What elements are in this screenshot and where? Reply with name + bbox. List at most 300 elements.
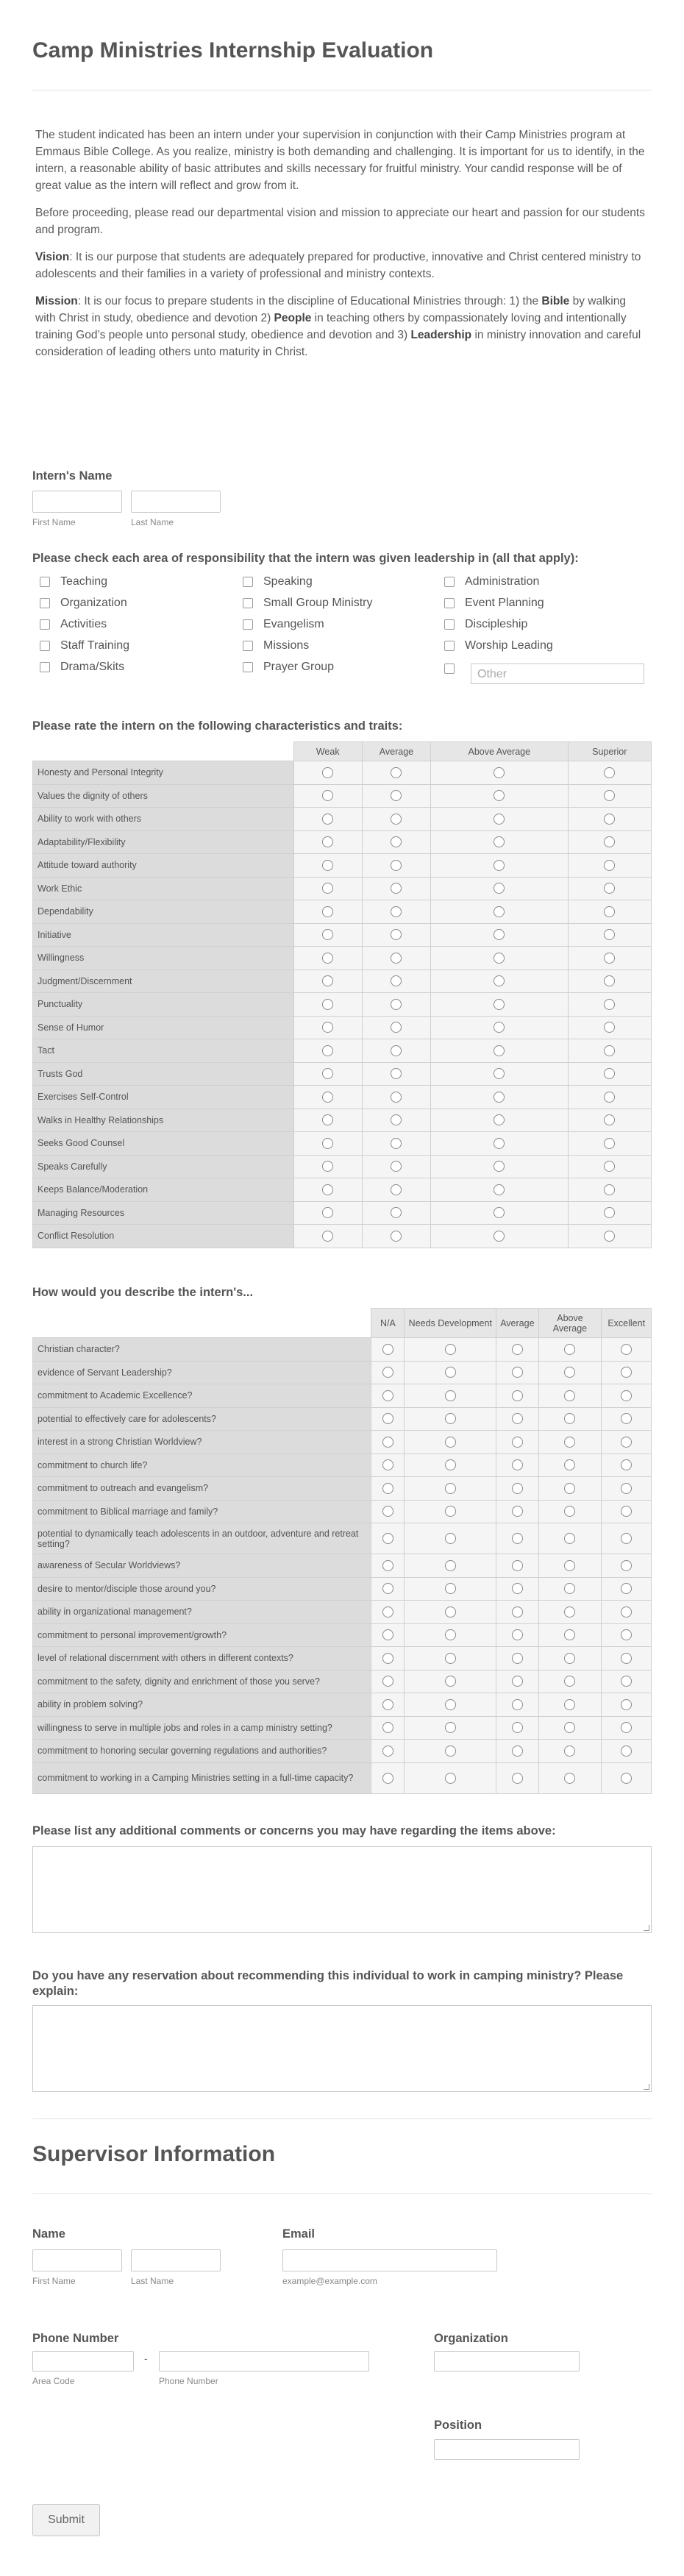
checkbox-prayer-group[interactable] <box>243 661 334 674</box>
supervisor-heading: Supervisor Information <box>32 2142 276 2166</box>
radio-button[interactable] <box>322 1114 333 1125</box>
radio-button[interactable] <box>512 1607 523 1618</box>
radio-button[interactable] <box>322 1138 333 1149</box>
radio-button[interactable] <box>322 1092 333 1103</box>
radio-button[interactable] <box>494 836 505 847</box>
row-label: commitment to church life? <box>33 1454 371 1477</box>
radio-button[interactable] <box>322 767 333 778</box>
radio-button[interactable] <box>445 1676 456 1687</box>
checkbox-organization[interactable] <box>40 597 127 610</box>
radio-button[interactable] <box>494 860 505 871</box>
radio-button[interactable] <box>564 1773 575 1784</box>
radio-button[interactable] <box>621 1437 632 1448</box>
checkbox-box[interactable] <box>444 619 455 630</box>
radio-button[interactable] <box>445 1390 456 1401</box>
matrix-row <box>33 1670 652 1693</box>
radio-button[interactable] <box>621 1722 632 1733</box>
matrix-row <box>33 969 652 993</box>
radio-button[interactable] <box>621 1676 632 1687</box>
radio-button[interactable] <box>322 975 333 986</box>
radio-button[interactable] <box>494 953 505 964</box>
radio-button[interactable] <box>621 1560 632 1571</box>
radio-cell <box>538 1338 602 1362</box>
radio-button[interactable] <box>564 1746 575 1757</box>
radio-button[interactable] <box>564 1653 575 1664</box>
radio-button[interactable] <box>382 1560 393 1571</box>
mission-paragraph: Mission: It is our focus to prepare students in the discipline of Educational Ministries through: 1) the Bible by walking with Christ in study, obedience and devotion 2) People in teaching others by compassionately loving and intentionally training God’s people unto personal study, obedience and devotion and 3) Leadership in ministry innovation and careful consideration of leading others unto maturity in Christ. <box>35 295 641 358</box>
radio-button[interactable] <box>322 1231 333 1242</box>
radio-button[interactable] <box>391 1231 402 1242</box>
radio-button[interactable] <box>391 814 402 825</box>
radio-button[interactable] <box>494 1114 505 1125</box>
radio-button[interactable] <box>445 1413 456 1424</box>
radio-button[interactable] <box>512 1367 523 1378</box>
radio-button[interactable] <box>494 1092 505 1103</box>
radio-button[interactable] <box>322 790 333 801</box>
checkbox-drama-skits[interactable] <box>40 661 124 674</box>
radio-cell <box>496 1523 538 1554</box>
radio-cell <box>568 1062 652 1086</box>
radio-button[interactable] <box>604 975 615 986</box>
radio-cell <box>431 923 568 947</box>
radio-button[interactable] <box>512 1773 523 1784</box>
row-label: desire to mentor/disciple those around you? <box>33 1577 371 1601</box>
radio-cell <box>405 1693 496 1717</box>
matrix-row <box>33 1384 652 1408</box>
radio-button[interactable] <box>382 1506 393 1517</box>
radio-button[interactable] <box>512 1533 523 1544</box>
radio-cell <box>431 808 568 831</box>
radio-button[interactable] <box>391 767 402 778</box>
checkbox-missions[interactable] <box>243 639 309 652</box>
radio-cell <box>371 1454 405 1477</box>
radio-button[interactable] <box>494 906 505 917</box>
radio-button[interactable] <box>391 953 402 964</box>
checkbox-label: Event Planning <box>465 597 544 609</box>
radio-button[interactable] <box>512 1653 523 1664</box>
radio-button[interactable] <box>494 790 505 801</box>
radio-button[interactable] <box>391 1184 402 1195</box>
radio-button[interactable] <box>604 814 615 825</box>
organization-input[interactable] <box>434 2351 580 2372</box>
radio-button[interactable] <box>512 1746 523 1757</box>
radio-cell <box>405 1500 496 1523</box>
radio-button[interactable] <box>604 1068 615 1079</box>
radio-cell <box>431 830 568 854</box>
radio-button[interactable] <box>391 1207 402 1218</box>
radio-button[interactable] <box>604 883 615 894</box>
row-label: Seeks Good Counsel <box>33 1132 294 1156</box>
checkbox-event-planning[interactable] <box>444 597 544 610</box>
matrix-row <box>33 1155 652 1178</box>
resize-grip-icon[interactable] <box>644 2084 649 2090</box>
radio-button[interactable] <box>621 1390 632 1401</box>
radio-button[interactable] <box>494 1068 505 1079</box>
radio-button[interactable] <box>445 1367 456 1378</box>
radio-button[interactable] <box>564 1390 575 1401</box>
radio-cell <box>371 1740 405 1763</box>
radio-button[interactable] <box>621 1607 632 1618</box>
radio-cell <box>293 1155 362 1178</box>
radio-button[interactable] <box>604 767 615 778</box>
radio-button[interactable] <box>445 1459 456 1470</box>
radio-button[interactable] <box>564 1560 575 1571</box>
radio-cell <box>568 969 652 993</box>
column-header: Needs Development <box>405 1309 496 1338</box>
radio-cell <box>496 1623 538 1647</box>
radio-button[interactable] <box>494 883 505 894</box>
radio-button[interactable] <box>494 767 505 778</box>
radio-button[interactable] <box>322 1207 333 1218</box>
checkbox-box[interactable] <box>40 641 50 651</box>
radio-button[interactable] <box>564 1459 575 1470</box>
checkbox-box[interactable] <box>40 662 50 672</box>
radio-button[interactable] <box>512 1722 523 1733</box>
radio-button[interactable] <box>445 1483 456 1494</box>
radio-button[interactable] <box>494 814 505 825</box>
position-input[interactable] <box>434 2439 580 2460</box>
radio-button[interactable] <box>445 1746 456 1757</box>
radio-button[interactable] <box>391 860 402 871</box>
radio-button[interactable] <box>621 1653 632 1664</box>
radio-button[interactable] <box>512 1483 523 1494</box>
radio-button[interactable] <box>494 1184 505 1195</box>
radio-button[interactable] <box>494 1022 505 1033</box>
radio-button[interactable] <box>604 999 615 1010</box>
radio-cell <box>568 993 652 1017</box>
radio-button[interactable] <box>564 1483 575 1494</box>
radio-cell <box>538 1477 602 1501</box>
radio-button[interactable] <box>391 1022 402 1033</box>
supervisor-first-name-input[interactable] <box>32 2249 122 2271</box>
matrix-row <box>33 1577 652 1601</box>
row-label: commitment to the safety, dignity and enrichment of those you serve? <box>33 1670 371 1693</box>
radio-button[interactable] <box>382 1390 393 1401</box>
checkbox-evangelism[interactable] <box>243 618 324 631</box>
radio-button[interactable] <box>512 1560 523 1571</box>
radio-button[interactable] <box>382 1459 393 1470</box>
radio-button[interactable] <box>604 790 615 801</box>
radio-button[interactable] <box>382 1653 393 1664</box>
radio-button[interactable] <box>604 906 615 917</box>
matrix-row <box>33 923 652 947</box>
radio-button[interactable] <box>391 906 402 917</box>
radio-button[interactable] <box>391 999 402 1010</box>
radio-button[interactable] <box>494 929 505 940</box>
radio-button[interactable] <box>604 1114 615 1125</box>
radio-button[interactable] <box>621 1413 632 1424</box>
radio-button[interactable] <box>382 1344 393 1355</box>
radio-cell <box>362 1178 430 1202</box>
radio-button[interactable] <box>604 953 615 964</box>
radio-cell <box>496 1384 538 1408</box>
radio-button[interactable] <box>382 1583 393 1594</box>
row-label: willingness to serve in multiple jobs and roles in a camp ministry setting? <box>33 1716 371 1740</box>
reservation-textarea[interactable] <box>32 2005 652 2092</box>
radio-button[interactable] <box>621 1459 632 1470</box>
radio-cell <box>293 1016 362 1039</box>
radio-cell <box>362 969 430 993</box>
radio-button[interactable] <box>512 1413 523 1424</box>
radio-cell <box>538 1647 602 1671</box>
radio-button[interactable] <box>621 1533 632 1544</box>
supervisor-last-name-input[interactable] <box>131 2249 221 2271</box>
checkbox-box[interactable] <box>40 619 50 630</box>
radio-button[interactable] <box>445 1583 456 1594</box>
checkbox-staff-training[interactable] <box>40 639 129 652</box>
radio-button[interactable] <box>604 860 615 871</box>
checkbox-label: Missions <box>263 639 310 652</box>
checkbox-box[interactable] <box>444 577 455 587</box>
position-label: Position <box>434 2419 482 2432</box>
radio-button[interactable] <box>391 975 402 986</box>
radio-button[interactable] <box>322 906 333 917</box>
checkbox-box[interactable] <box>40 598 50 608</box>
radio-button[interactable] <box>445 1653 456 1664</box>
radio-button[interactable] <box>322 929 333 940</box>
radio-cell <box>371 1762 405 1793</box>
radio-button[interactable] <box>322 836 333 847</box>
radio-button[interactable] <box>512 1390 523 1401</box>
radio-button[interactable] <box>382 1699 393 1710</box>
radio-button[interactable] <box>512 1344 523 1355</box>
radio-button[interactable] <box>322 999 333 1010</box>
radio-button[interactable] <box>604 1092 615 1103</box>
radio-button[interactable] <box>564 1344 575 1355</box>
radio-cell <box>431 993 568 1017</box>
radio-button[interactable] <box>391 836 402 847</box>
matrix-row <box>33 1554 652 1578</box>
radio-cell <box>405 1670 496 1693</box>
radio-button[interactable] <box>604 1231 615 1242</box>
matrix-row <box>33 1693 652 1717</box>
radio-cell <box>362 808 430 831</box>
radio-button[interactable] <box>621 1506 632 1517</box>
checkbox-label: Administration <box>465 575 540 588</box>
email-input[interactable] <box>282 2249 497 2271</box>
radio-button[interactable] <box>445 1699 456 1710</box>
checkbox-worship-leading[interactable] <box>444 639 553 652</box>
radio-button[interactable] <box>564 1506 575 1517</box>
radio-button[interactable] <box>604 1045 615 1056</box>
radio-button[interactable] <box>564 1437 575 1448</box>
radio-button[interactable] <box>445 1533 456 1544</box>
radio-button[interactable] <box>564 1533 575 1544</box>
radio-button[interactable] <box>621 1629 632 1640</box>
radio-button[interactable] <box>604 1184 615 1195</box>
radio-cell <box>496 1500 538 1523</box>
radio-button[interactable] <box>322 1184 333 1195</box>
radio-button[interactable] <box>391 1161 402 1172</box>
radio-button[interactable] <box>382 1533 393 1544</box>
checkbox-teaching[interactable] <box>40 575 107 588</box>
radio-cell <box>431 877 568 900</box>
checkbox-small-group-ministry[interactable] <box>243 597 372 610</box>
radio-button[interactable] <box>621 1483 632 1494</box>
radio-button[interactable] <box>382 1437 393 1448</box>
radio-button[interactable] <box>621 1344 632 1355</box>
radio-cell <box>431 969 568 993</box>
radio-button[interactable] <box>564 1699 575 1710</box>
radio-button[interactable] <box>382 1722 393 1733</box>
radio-button[interactable] <box>564 1607 575 1618</box>
radio-cell <box>362 1155 430 1178</box>
radio-button[interactable] <box>512 1676 523 1687</box>
radio-button[interactable] <box>391 1045 402 1056</box>
radio-button[interactable] <box>564 1629 575 1640</box>
row-label: Values the dignity of others <box>33 784 294 808</box>
comments-textarea[interactable] <box>32 1846 652 1933</box>
checkbox-box[interactable] <box>243 598 253 608</box>
radio-button[interactable] <box>564 1413 575 1424</box>
intern-name-label: Intern's Name <box>32 469 113 483</box>
radio-button[interactable] <box>494 1045 505 1056</box>
radio-button[interactable] <box>382 1413 393 1424</box>
radio-button[interactable] <box>391 1092 402 1103</box>
radio-button[interactable] <box>322 814 333 825</box>
radio-cell <box>371 1500 405 1523</box>
checkbox-discipleship[interactable] <box>444 618 527 631</box>
radio-cell <box>602 1338 652 1362</box>
matrix-corner <box>33 1309 371 1338</box>
radio-button[interactable] <box>391 1068 402 1079</box>
radio-cell <box>362 830 430 854</box>
radio-button[interactable] <box>494 1231 505 1242</box>
radio-button[interactable] <box>604 1207 615 1218</box>
radio-button[interactable] <box>445 1607 456 1618</box>
radio-button[interactable] <box>391 883 402 894</box>
checkbox-speaking[interactable] <box>243 575 313 588</box>
radio-cell <box>362 1109 430 1132</box>
radio-button[interactable] <box>445 1722 456 1733</box>
radio-button[interactable] <box>445 1506 456 1517</box>
radio-button[interactable] <box>564 1367 575 1378</box>
row-label: Sense of Humor <box>33 1016 294 1039</box>
radio-button[interactable] <box>621 1367 632 1378</box>
checkbox-box[interactable] <box>243 641 253 651</box>
radio-button[interactable] <box>391 1114 402 1125</box>
radio-button[interactable] <box>604 929 615 940</box>
checkbox-box[interactable] <box>40 577 50 587</box>
radio-button[interactable] <box>391 1138 402 1149</box>
radio-button[interactable] <box>512 1699 523 1710</box>
intern-last-name-input[interactable] <box>131 491 221 513</box>
radio-cell <box>371 1384 405 1408</box>
radio-button[interactable] <box>382 1367 393 1378</box>
radio-button[interactable] <box>445 1560 456 1571</box>
radio-button[interactable] <box>382 1773 393 1784</box>
submit-button[interactable]: Submit <box>32 2504 100 2536</box>
supervisor-first-name-sublabel: First Name <box>32 2276 76 2286</box>
areas-label: Please check each area of responsibility that the intern was given leadership in (all that apply): <box>32 552 579 565</box>
radio-button[interactable] <box>512 1629 523 1640</box>
radio-button[interactable] <box>621 1746 632 1757</box>
radio-button[interactable] <box>512 1583 523 1594</box>
radio-button[interactable] <box>445 1437 456 1448</box>
radio-cell <box>602 1407 652 1431</box>
area-code-sublabel: Area Code <box>32 2376 75 2386</box>
radio-cell <box>496 1647 538 1671</box>
checkbox-other[interactable] <box>444 663 465 674</box>
radio-button[interactable] <box>512 1437 523 1448</box>
radio-button[interactable] <box>604 1138 615 1149</box>
radio-cell <box>538 1716 602 1740</box>
radio-button[interactable] <box>445 1773 456 1784</box>
radio-button[interactable] <box>621 1583 632 1594</box>
radio-button[interactable] <box>382 1629 393 1640</box>
radio-button[interactable] <box>512 1506 523 1517</box>
radio-button[interactable] <box>382 1676 393 1687</box>
radio-button[interactable] <box>512 1459 523 1470</box>
radio-cell <box>538 1454 602 1477</box>
radio-cell <box>371 1523 405 1554</box>
radio-button[interactable] <box>621 1773 632 1784</box>
radio-button[interactable] <box>322 1161 333 1172</box>
radio-cell <box>371 1477 405 1501</box>
other-area-input[interactable]: Other <box>471 663 644 684</box>
radio-button[interactable] <box>322 883 333 894</box>
radio-cell <box>538 1407 602 1431</box>
radio-button[interactable] <box>494 1207 505 1218</box>
matrix-row <box>33 1086 652 1109</box>
radio-button[interactable] <box>494 1138 505 1149</box>
radio-button[interactable] <box>494 1161 505 1172</box>
radio-button[interactable] <box>494 999 505 1010</box>
radio-cell <box>538 1601 602 1624</box>
checkbox-label: Prayer Group <box>263 661 335 673</box>
intern-first-name-input[interactable] <box>32 491 122 513</box>
phone-number-input[interactable] <box>159 2351 369 2372</box>
checkbox-box[interactable] <box>444 641 455 651</box>
matrix-row <box>33 830 652 854</box>
radio-button[interactable] <box>322 953 333 964</box>
checkbox-label: Worship Leading <box>465 639 553 652</box>
checkbox-box[interactable] <box>444 598 455 608</box>
radio-button[interactable] <box>391 790 402 801</box>
radio-button[interactable] <box>604 1161 615 1172</box>
radio-button[interactable] <box>322 1045 333 1056</box>
radio-button[interactable] <box>322 1022 333 1033</box>
radio-cell <box>431 1201 568 1225</box>
radio-button[interactable] <box>322 860 333 871</box>
checkbox-administration[interactable] <box>444 575 539 588</box>
row-label: Dependability <box>33 900 294 924</box>
area-code-input[interactable] <box>32 2351 134 2372</box>
radio-button[interactable] <box>391 929 402 940</box>
matrix-row <box>33 1338 652 1362</box>
radio-button[interactable] <box>445 1344 456 1355</box>
radio-button[interactable] <box>494 975 505 986</box>
radio-button[interactable] <box>564 1676 575 1687</box>
radio-button[interactable] <box>382 1607 393 1618</box>
checkbox-box[interactable] <box>243 577 253 587</box>
radio-button[interactable] <box>604 1022 615 1033</box>
radio-button[interactable] <box>564 1583 575 1594</box>
checkbox-activities[interactable] <box>40 618 107 631</box>
radio-button[interactable] <box>445 1629 456 1640</box>
radio-button[interactable] <box>564 1722 575 1733</box>
checkbox-box[interactable] <box>243 662 253 672</box>
radio-cell <box>568 854 652 878</box>
checkbox-box[interactable] <box>444 663 455 674</box>
resize-grip-icon[interactable] <box>644 1925 649 1931</box>
radio-button[interactable] <box>382 1746 393 1757</box>
radio-button[interactable] <box>382 1483 393 1494</box>
checkbox-box[interactable] <box>243 619 253 630</box>
radio-button[interactable] <box>604 836 615 847</box>
radio-button[interactable] <box>621 1699 632 1710</box>
radio-button[interactable] <box>322 1068 333 1079</box>
